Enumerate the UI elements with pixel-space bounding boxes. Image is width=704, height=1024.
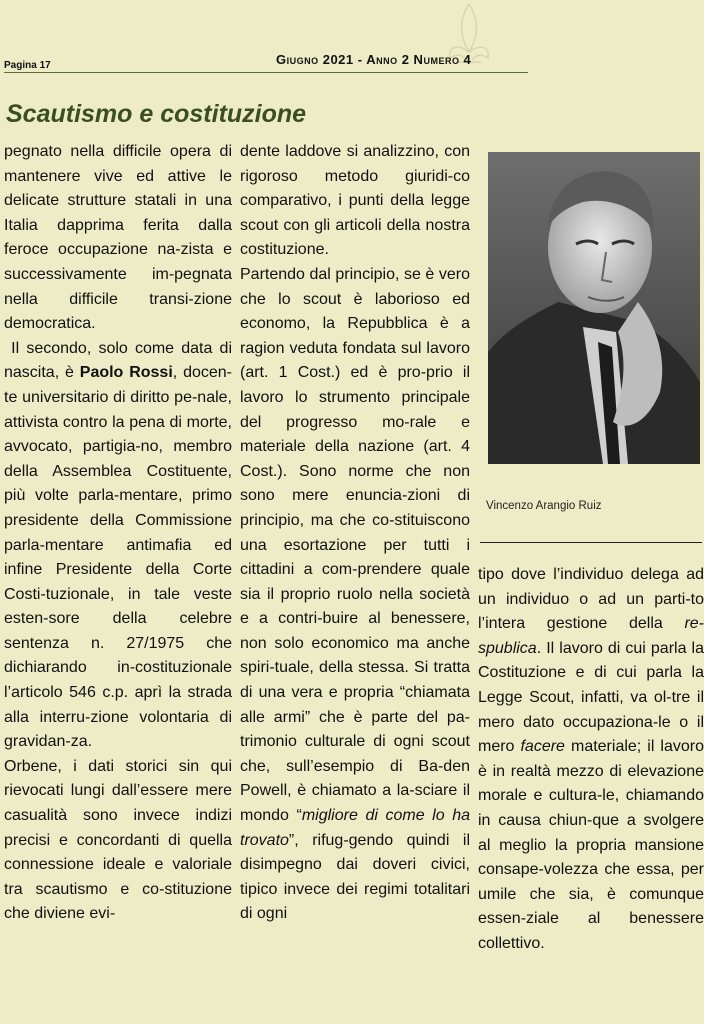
text-run: Il secondo, solo come data di nascita, è: [4, 339, 232, 382]
photo-caption: Vincenzo Arangio Ruiz: [486, 500, 602, 512]
paragraph: [4, 337, 232, 755]
portrait-photo: [488, 152, 700, 464]
paragraph: pegnato nella difficile opera di mantenere vive ed attive le delicate strutture statali in una Italia dapprima ferita dalla feroce occupazione na-zista e successivamente im-pegnata nella difficile transi-zione democratica.: [4, 143, 232, 333]
paragraph: [478, 563, 704, 957]
quote-italic: migliore di come lo ha trovato: [240, 807, 471, 849]
article-title: Scautismo e costituzione: [6, 100, 307, 128]
paragraph: Orbene, i dati storici sin qui rievocati lungi dall’essere mere casualità sono invece indizi precisi e concordanti di quella connessione ideale e valoriale tra scautismo e co-stituzione che diviene evi-: [4, 757, 232, 923]
paragraph: [240, 263, 470, 927]
text-run: , docen-te universitario di diritto pe-nale, attivista contro la pena di morte, avvocato, partigia-no, membro della Assemblea Costituente, più volte parla-mentare, primo presidente della Commissione parla-mentare antimafia ed infine Presidente della Corte Costi-tuzionale, in tale veste esten-sore della celebre sentenza n. 27/1975 che dichiarando in-costituzionale l’articolo 546 c.p. aprì la strada alla interru-zione volontaria di gravidan-za.: [4, 364, 232, 751]
header-divider: [4, 72, 528, 73]
person-name: Paolo Rossi: [79, 364, 173, 382]
text-run: . Il lavoro di cui parla la Costituzione e di cui parla la Legge Scout, infatti, va ol-tre il mero dato occupaziona-le o il mero: [478, 639, 704, 756]
text-run: Partendo dal principio, se è vero che lo scout è laborioso ed economo, la Repubblica è a ragion veduta fondata sul lavoro (art. 1 Cost.) ed è pro-prio il lavoro lo strumento principale del progresso mo-rale e materiale della nazione (art. 4 Cost.). Sono norme che non sono mere enuncia-zioni di principio, ma che co-stituiscono una esortazione per tutti i cittadini a com-prendere quale sia il proprio ruolo nella società e a contri-buire al benessere, non solo economico ma anche spiri-tuale, della stessa. Si tratta di una vera e propria “chiamata alle armi” che è parte del pa-trimonio culturale di ogni scout che, sull’esempio di Ba-den Powell, è chiamato a la-sciare il mondo “: [240, 265, 470, 825]
issue-label: Giugno 2021 - Anno 2 Numero 4: [276, 52, 472, 67]
paragraph: dente laddove si analizzino, con rigoroso metodo giuridi-co comparativo, i punti della legge scout con gli articoli della nostra costituzione.: [240, 143, 470, 259]
column-3: [478, 563, 704, 957]
column-1: [4, 140, 232, 927]
italic-term: re-spublica: [478, 615, 704, 657]
text-run: materiale; il lavoro è in realtà mezzo di elevazione morale e cultura-le, chiamando in causa chiun-que a svolgere al meglio la propria mansione consape-volezza che essa, per umile che sia, è comunque essen-ziale al benessere collettivo.: [478, 738, 704, 952]
text-run: tipo dove l’individuo delega ad un individuo o ad un parti-to l’intera gestione della: [478, 566, 704, 633]
page-number: Pagina 17: [4, 60, 51, 71]
text-run: ”, rifug-gendo quindi il disimpegno dai doveri civici, tipico invece dei regimi totalitari di ogni: [240, 831, 470, 923]
column-2: [240, 140, 470, 927]
caption-divider: [480, 542, 702, 543]
italic-term: facere: [520, 738, 565, 756]
